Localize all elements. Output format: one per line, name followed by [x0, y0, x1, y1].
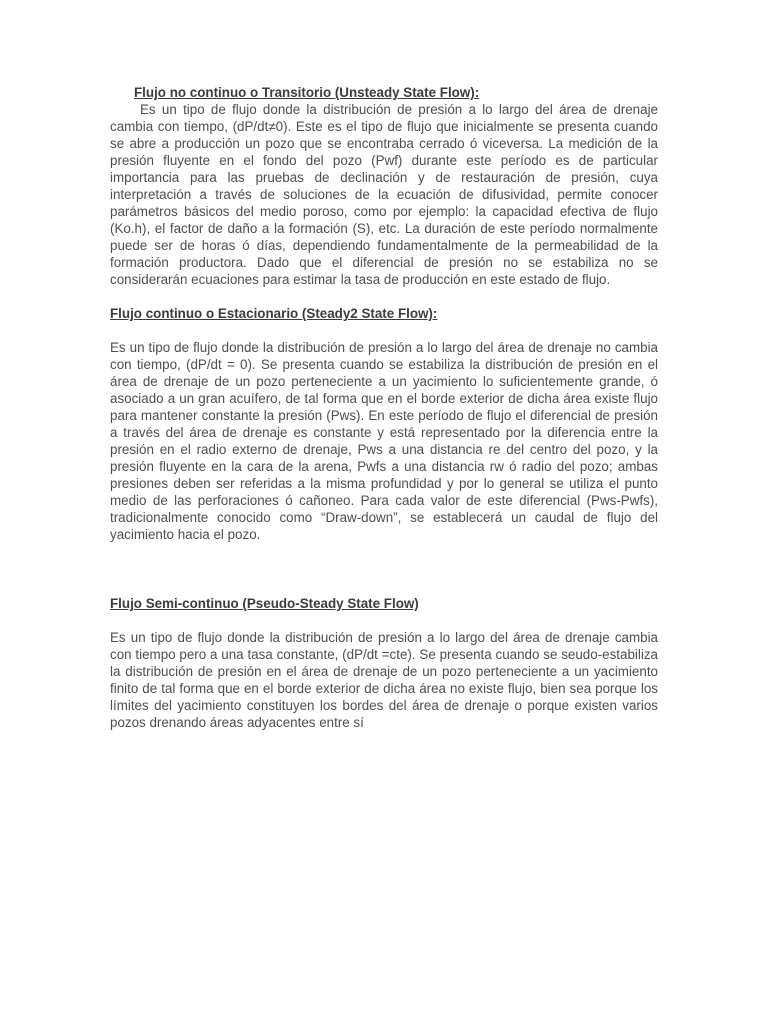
- section-heading-pseudo-steady: Flujo Semi-continuo (Pseudo-Steady State Flow): [110, 596, 419, 611]
- section-body-steady: Es un tipo de flujo donde la distribución de presión a lo largo del área de drenaje no cambia con tiempo, (dP/dt = 0). Se presenta cuando se estabiliza la distribución de presión en el área de drenaje de un pozo perteneciente a un yacimiento lo suficientemente grande, ó asociado a un gran acuífero, de tal forma que en el borde exterior de dicha área existe flujo para mantener constante la presión (Pws). En este período de flujo el diferencial de presión a través del área de drenaje es constante y está representado por la diferencia entre la presión en el radio externo de drenaje, Pws a una distancia re del centro del pozo, y la presión fluyente en la cara de la arena, Pwfs a una distancia rw ó radio del pozo; ambas presiones deben ser referidas a la misma profundidad y por lo general se utiliza el punto medio de las perforaciones ó cañoneo. Para cada valor de este diferencial (Pws-Pwfs), tradicionalmente conocido como “Draw-down”, se establecerá un caudal de flujo del yacimiento hacia el pozo.: [110, 340, 658, 542]
- spacer: [110, 322, 658, 339]
- spacer: [110, 288, 658, 305]
- section-body-pseudo-steady: Es un tipo de flujo donde la distribución de presión a lo largo del área de drenaje cambia con tiempo pero a una tasa constante, (dP/dt =cte). Se presenta cuando se seudo-estabiliza la distribución de presión en el área de drenaje de un pozo perteneciente a un yacimiento finito de tal forma que en el borde exterior de dicha área no existe flujo, bien sea porque los límites del yacimiento constituyen los bordes del área de drenaje o porque existen varios pozos drenando áreas adyacentes entre sí: [110, 630, 658, 730]
- section-heading-unsteady: Flujo no continuo o Transitorio (Unsteady State Flow):: [134, 85, 480, 100]
- section-body-unsteady: Es un tipo de flujo donde la distribución de presión a lo largo del área de drenaje cambia con tiempo, (dP/dt≠0). Este es el tipo de flujo que inicialmente se presenta cuando se abre a producción un pozo que se encontraba cerrado ó viceversa. La medición de la presión fluyente en el fondo del pozo (Pwf) durante este período es de particular importancia para las pruebas de declinación y de restauración de presión, cuya interpretación a través de soluciones de la ecuación de difusividad, permite conocer parámetros básicos del medio poroso, como por ejemplo: la capacidad efectiva de flujo (Ko.h), el factor de daño a la formación (S), etc. La duración de este período normalmente puede ser de horas ó días, dependiendo fundamentalmente de la permeabilidad de la formación productora. Dado que el diferencial de presión no se estabiliza no se considerarán ecuaciones para estimar la tasa de producción en este estado de flujo.: [110, 102, 658, 287]
- section-heading-steady: Flujo continuo o Estacionario (Steady2 State Flow):: [110, 306, 438, 321]
- spacer: [110, 612, 658, 629]
- document-page: [110, 84, 658, 731]
- spacer: [110, 543, 658, 595]
